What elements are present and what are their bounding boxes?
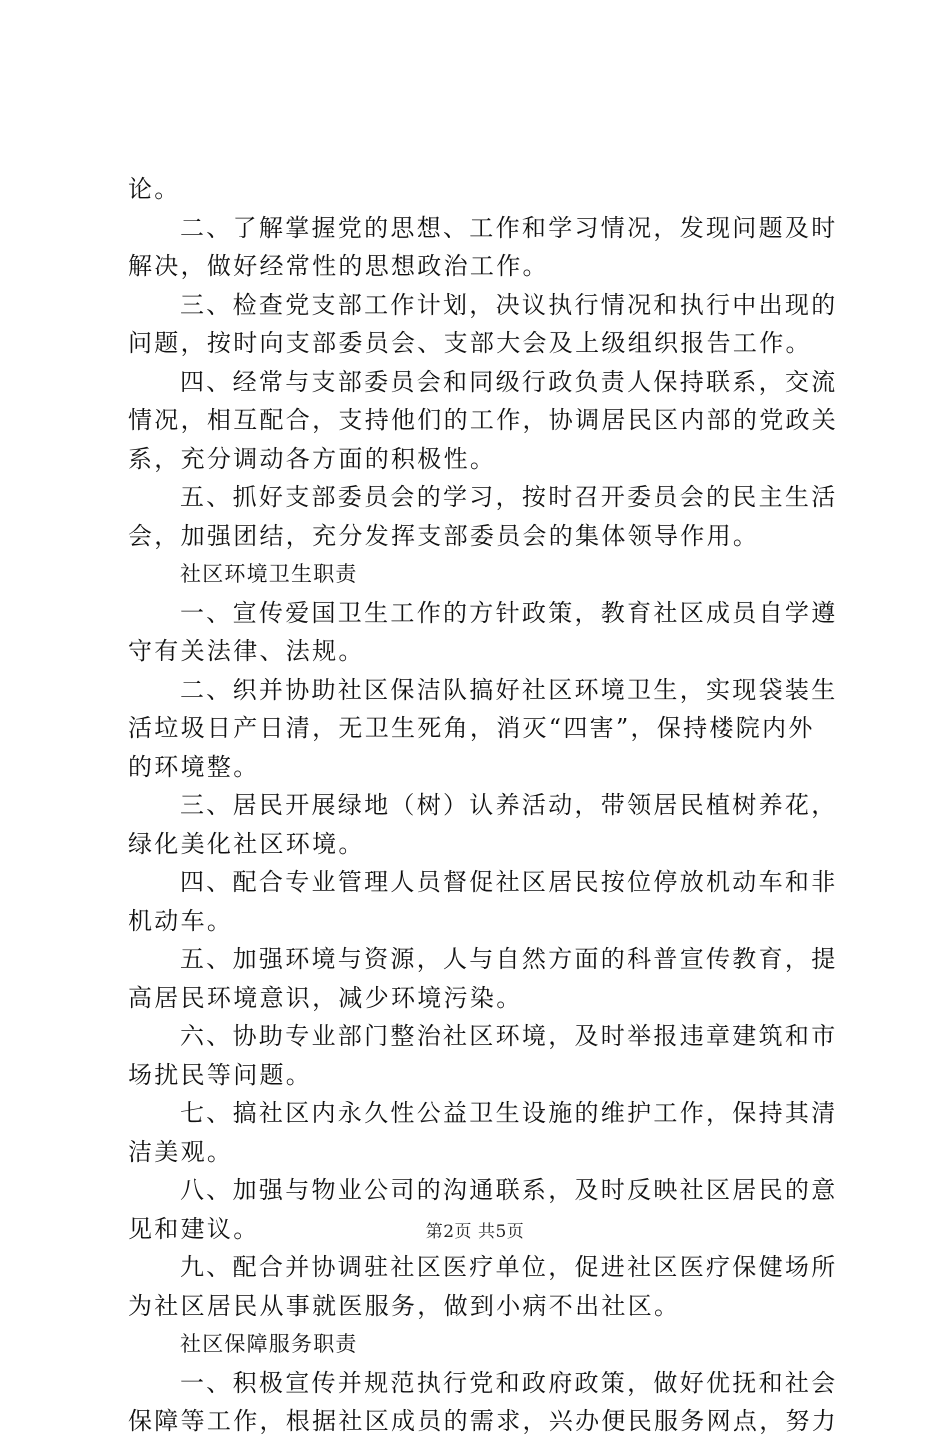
text-line: 三、居民开展绿地（树）认养活动，带领居民植树养花， xyxy=(180,791,838,819)
text-line: 四、配合专业管理人员督促社区居民按位停放机动车和非 xyxy=(180,868,838,896)
text-line: 机动车。 xyxy=(128,906,234,935)
text-line: 绿化美化社区环境。 xyxy=(128,829,365,858)
section-heading: 社区环境卫生职责 xyxy=(180,562,358,586)
text-line: 的环境整。 xyxy=(128,752,260,781)
text-line: 场扰民等问题。 xyxy=(128,1060,313,1089)
text-line: 四、经常与支部委员会和同级行政负责人保持联系，交流 xyxy=(180,367,838,396)
text-line: 见和建议。 xyxy=(128,1214,260,1243)
text-line: 七、搞社区内永久性公益卫生设施的维护工作，保持其清 xyxy=(180,1099,838,1127)
text-line: 情况，相互配合，支持他们的工作，协调居民区内部的党政关 xyxy=(128,406,839,434)
text-line: 一、积极宣传并规范执行党和政府政策，做好优抚和社会 xyxy=(180,1368,838,1397)
text-line: 保障等工作，根据社区成员的需求，兴办便民服务网点，努力 xyxy=(128,1407,839,1435)
text-line: 二、织并协助社区保洁队搞好社区环境卫生，实现袋装生 xyxy=(180,675,838,704)
text-line: 洁美观。 xyxy=(128,1137,234,1166)
text-line: 论。 xyxy=(128,175,181,203)
text-line: 会，加强团结，充分发挥支部委员会的集体领导作用。 xyxy=(128,521,760,550)
text-line: 解决，做好经常性的思想政治工作。 xyxy=(128,252,549,280)
text-line: 一、宣传爱国卫生工作的方针政策，教育社区成员自学遵 xyxy=(180,598,838,627)
text-line: 问题，按时向支部委员会、支部大会及上级组织报告工作。 xyxy=(128,329,812,357)
text-line: 系，充分调动各方面的积极性。 xyxy=(128,444,497,473)
text-line: 高居民环境意识，减少环境污染。 xyxy=(128,983,523,1012)
document-body xyxy=(128,170,839,1441)
text-line: 守有关法律、法规。 xyxy=(128,637,365,665)
text-line: 活垃圾日产日清，无卫生死角，消灭“四害”，保持楼院内外 xyxy=(128,714,815,742)
text-line: 二、了解掌握党的思想、工作和学习情况，发现问题及时 xyxy=(180,213,838,242)
text-line: 为社区居民从事就医服务，做到小病不出社区。 xyxy=(128,1291,681,1320)
section-heading: 社区保障服务职责 xyxy=(180,1332,358,1356)
text-line: 九、配合并协调驻社区医疗单位，促进社区医疗保健场所 xyxy=(180,1253,838,1281)
text-line: 八、加强与物业公司的沟通联系，及时反映社区居民的意 xyxy=(180,1176,838,1204)
text-line: 三、检查党支部工作计划，决议执行情况和执行中出现的 xyxy=(180,290,838,319)
text-line: 五、加强环境与资源，人与自然方面的科普宣传教育，提 xyxy=(180,945,838,973)
page-number-footer: 第2页 共5页 xyxy=(425,1222,525,1242)
text-line: 五、抓好支部委员会的学习，按时召开委员会的民主生活 xyxy=(180,483,838,511)
text-line: 六、协助专业部门整治社区环境，及时举报违章建筑和市 xyxy=(180,1022,838,1050)
